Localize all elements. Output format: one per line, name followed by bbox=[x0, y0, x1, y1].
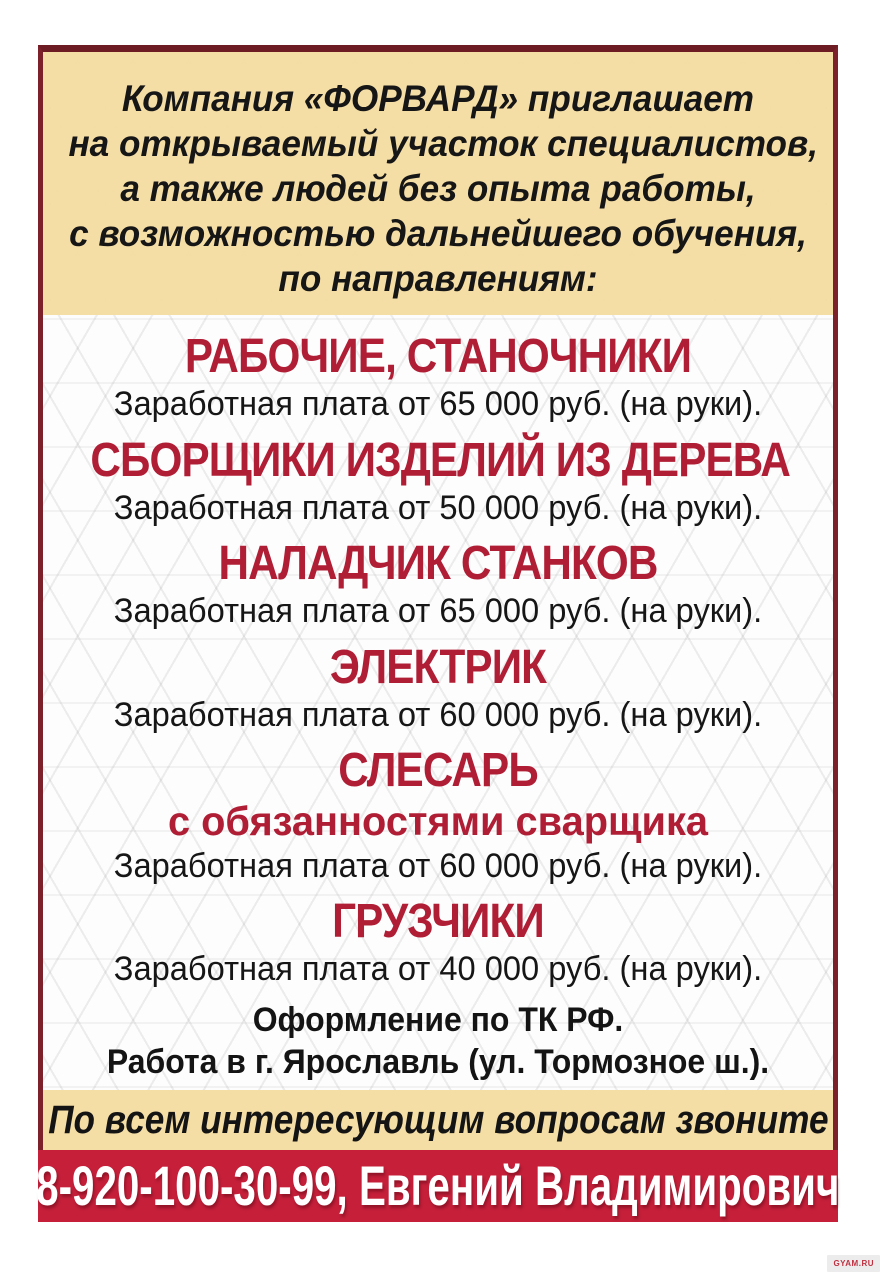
header-banner bbox=[43, 52, 833, 315]
vacancy-title: ЭЛЕКТРИК bbox=[329, 640, 547, 694]
vacancy-item bbox=[43, 744, 833, 888]
header-line: а также людей без опыта работы, bbox=[120, 168, 756, 209]
call-banner bbox=[43, 1090, 833, 1150]
header-line: Компания «ФОРВАРД» приглашает bbox=[121, 78, 755, 119]
vacancy-list bbox=[43, 315, 833, 1090]
vacancy-item bbox=[43, 641, 833, 737]
vacancy-item bbox=[43, 330, 833, 426]
vacancy-salary: Заработная плата от 50 000 руб. (на руки). bbox=[113, 488, 763, 527]
poster-frame bbox=[38, 45, 838, 1150]
vacancy-item bbox=[43, 434, 833, 530]
vacancy-salary: Заработная плата от 65 000 руб. (на руки). bbox=[113, 592, 763, 631]
vacancy-item bbox=[43, 895, 833, 991]
vacancy-item bbox=[43, 537, 833, 633]
vacancy-title: СБОРЩИКИ ИЗДЕЛИЙ ИЗ ДЕРЕВА bbox=[90, 433, 790, 487]
info-line: Работа в г. Ярославль (ул. Тормозное ш.). bbox=[106, 1042, 770, 1081]
header-line: с возможностью дальнейшего обучения, bbox=[69, 213, 807, 254]
employment-info bbox=[43, 999, 833, 1083]
vacancy-salary: Заработная плата от 65 000 руб. (на руки). bbox=[113, 385, 763, 424]
vacancy-subtitle: с обязанностями сварщика bbox=[167, 797, 709, 844]
info-line: Оформление по ТК РФ. bbox=[252, 1000, 624, 1039]
vacancy-title: НАЛАДЧИК СТАНКОВ bbox=[218, 537, 658, 591]
phone-number: 8-920-100-30-99, Евгений Владимирович bbox=[36, 1154, 840, 1217]
vacancy-title: ГРУЗЧИКИ bbox=[332, 895, 544, 949]
phone-bar bbox=[38, 1150, 838, 1222]
watermark: GYAM.RU bbox=[827, 1255, 880, 1272]
vacancy-salary: Заработная плата от 60 000 руб. (на руки). bbox=[113, 695, 763, 734]
call-banner-text: По всем интересующим вопросам звоните bbox=[47, 1098, 829, 1142]
vacancy-title: СЛЕСАРЬ bbox=[338, 743, 538, 797]
vacancy-salary: Заработная плата от 60 000 руб. (на руки). bbox=[113, 846, 763, 885]
vacancy-salary: Заработная плата от 40 000 руб. (на руки). bbox=[113, 950, 763, 989]
header-line: на открываемый участок специалистов, bbox=[68, 123, 818, 164]
vacancy-title: РАБОЧИЕ, СТАНОЧНИКИ bbox=[184, 330, 692, 384]
header-line: по направлениям: bbox=[278, 258, 598, 299]
